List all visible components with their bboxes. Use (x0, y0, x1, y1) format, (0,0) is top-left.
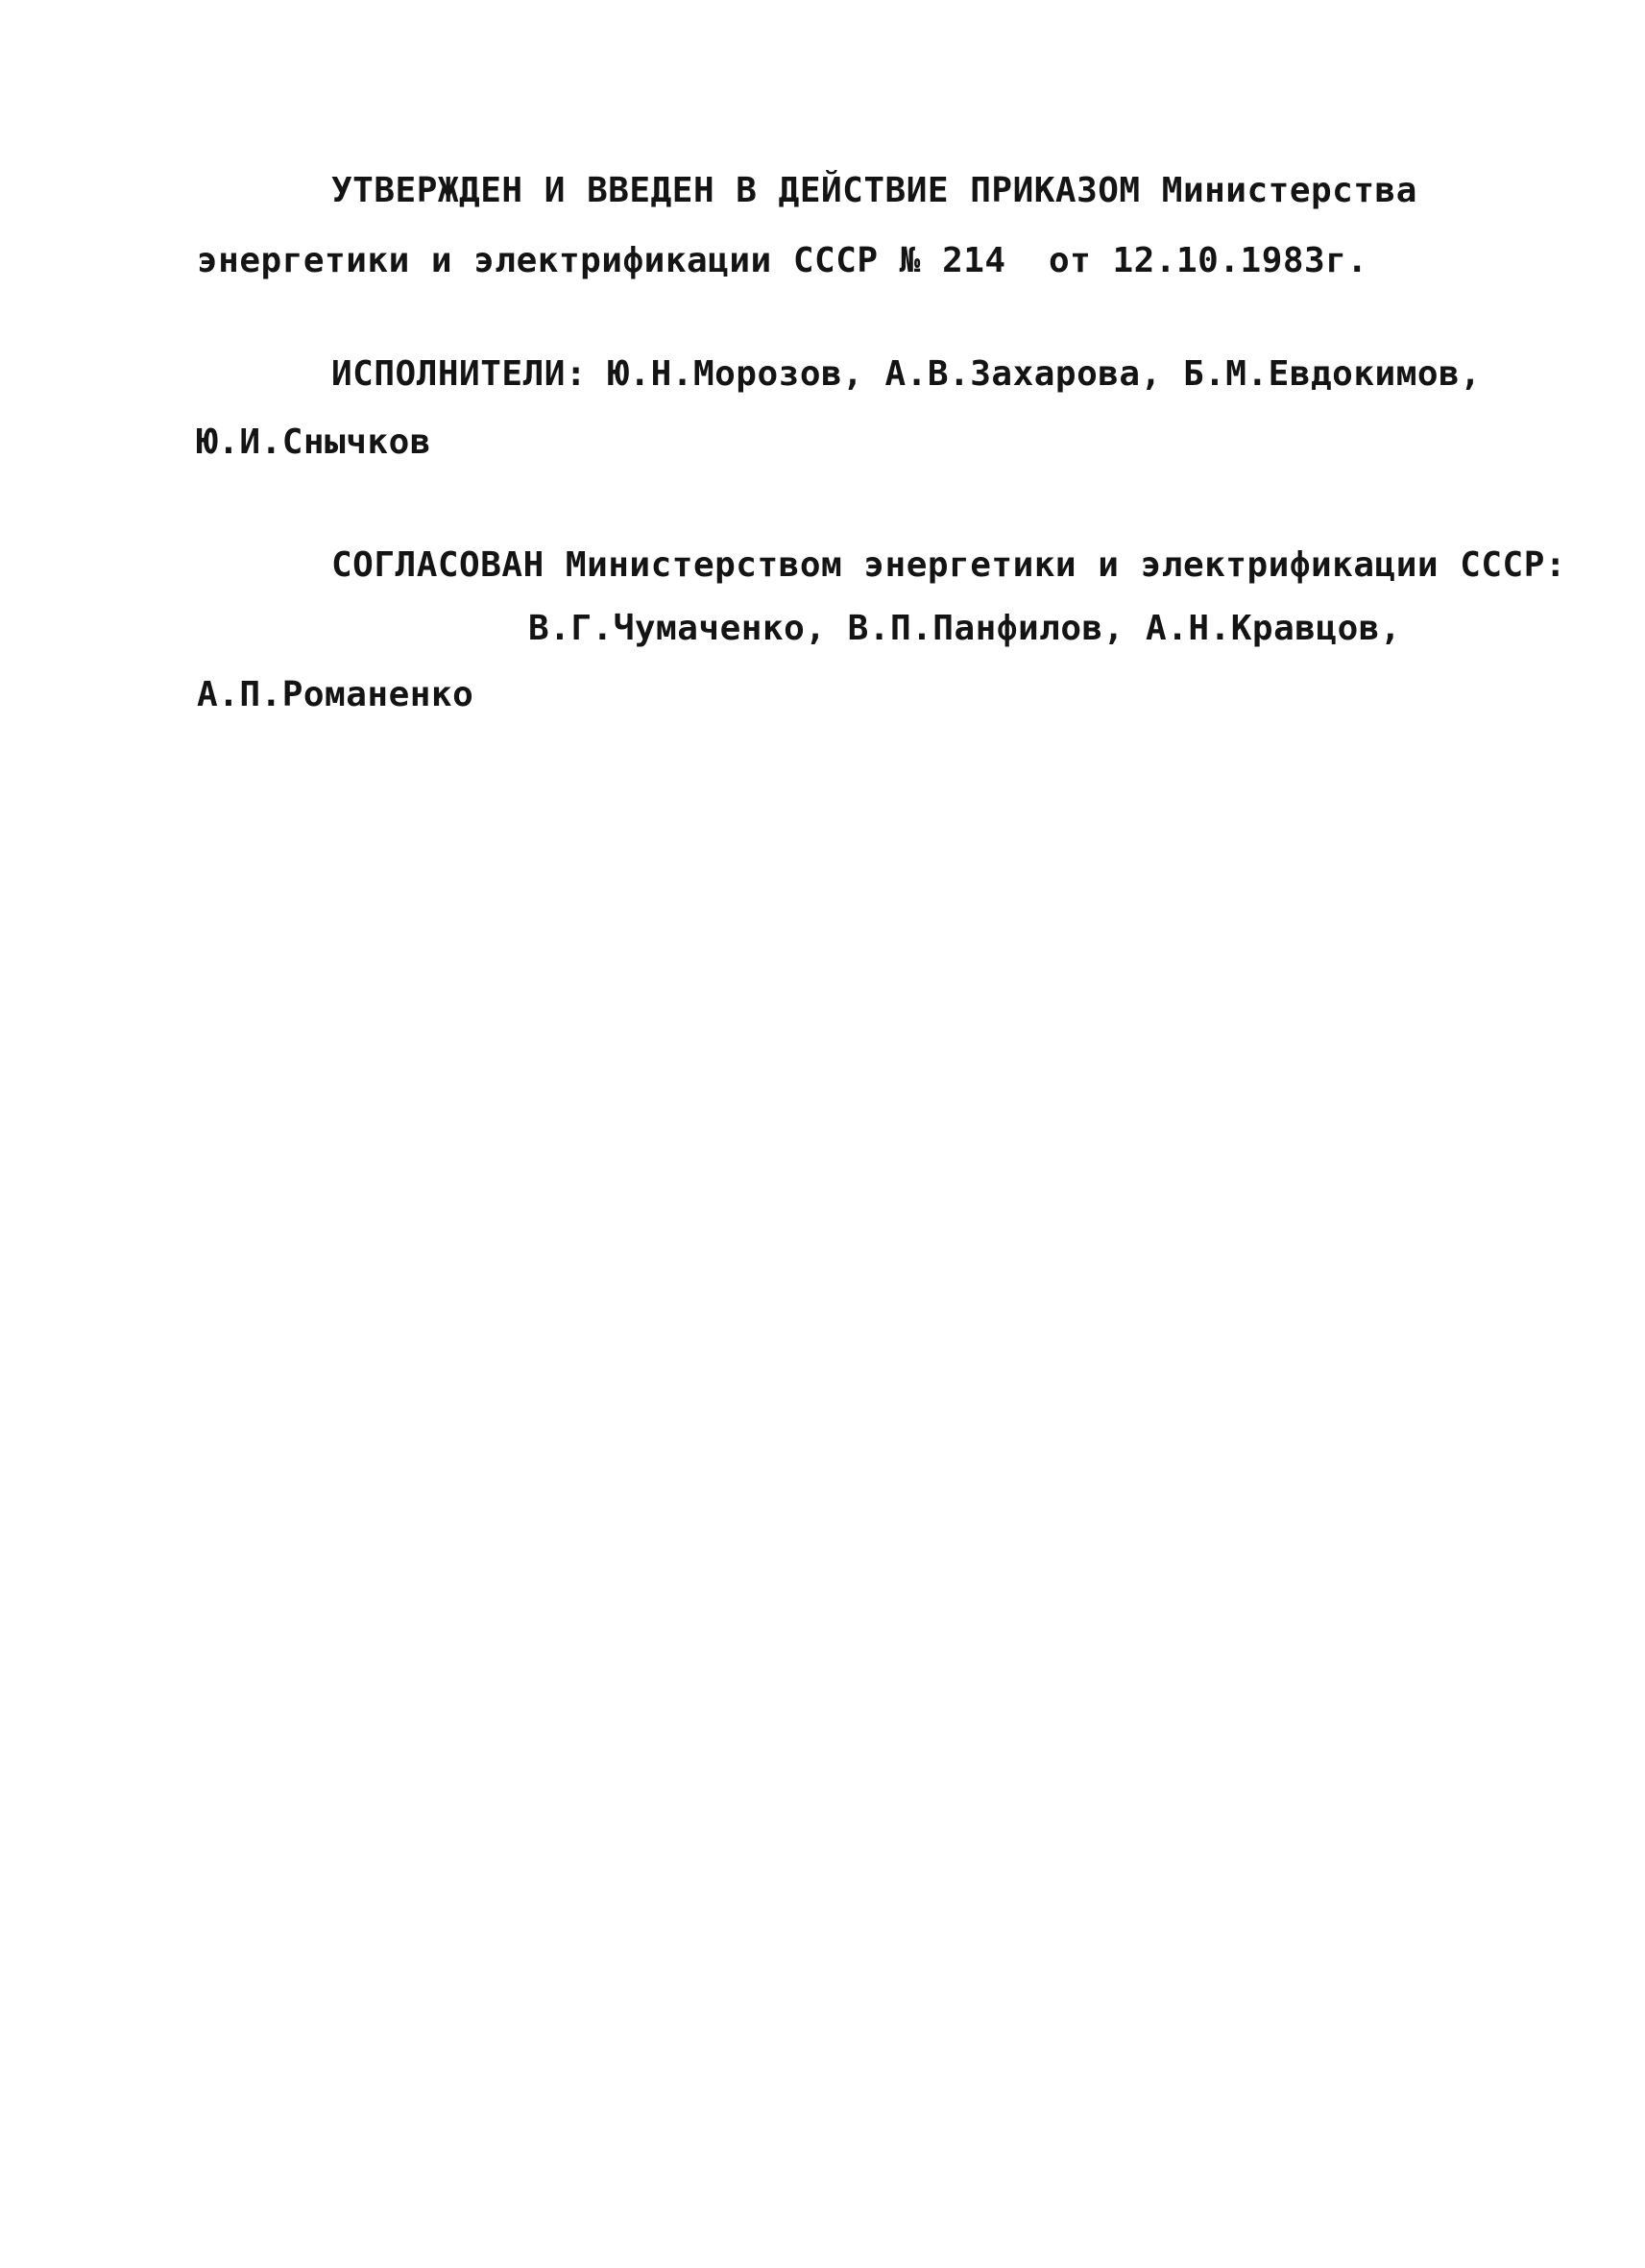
approval-line-1: УТВЕРЖДЕН И ВВЕДЕН В ДЕЙСТВИЕ ПРИКАЗОМ Министерства (331, 171, 1417, 210)
agreement-line-1: СОГЛАСОВАН Министерством энергетики и электрификации СССР: (331, 545, 1567, 585)
executors-line-1: ИСПОЛНИТЕЛИ: Ю.Н.Морозов, А.В.Захарова, Б.М.Евдокимов, (331, 354, 1482, 394)
agreement-line-2: В.Г.Чумаченко, В.П.Панфилов, А.Н.Кравцов, (528, 609, 1402, 648)
agreement-line-3: А.П.Романенко (197, 675, 474, 714)
approval-line-2: энергетики и электрификации СССР № 214 от 12.10.1983г. (197, 241, 1368, 280)
executors-line-2: Ю.И.Снычков (197, 422, 431, 462)
